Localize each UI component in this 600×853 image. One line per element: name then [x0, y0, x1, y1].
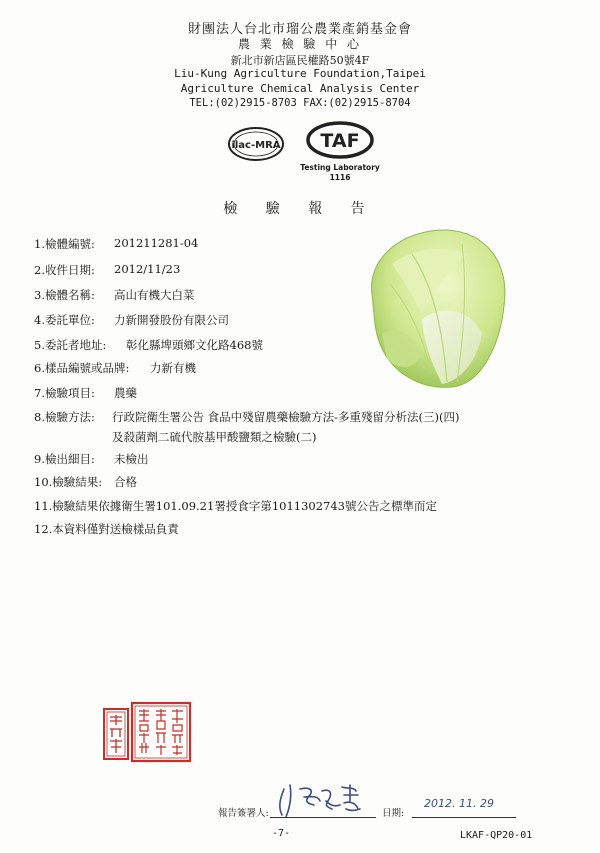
item-8-label: 8.檢驗方法: — [34, 410, 95, 424]
signature — [270, 775, 378, 819]
form-code: LKAF-QP20-01 — [460, 830, 533, 841]
item-12-text: 12.本資料僅對送檢樣品負責 — [34, 522, 179, 536]
taf-lab-number: 1116 — [329, 173, 351, 182]
item-9-label: 9.檢出細目: — [34, 452, 95, 466]
ilac-logo-text: ilac-MRA — [231, 140, 281, 151]
item-6-label: 6.樣品編號或品牌: — [34, 361, 130, 375]
cabbage-photo — [352, 224, 512, 390]
client-address-value: 彰化縣埤頭鄉文化路468號 — [126, 338, 263, 352]
sample-name-value: 高山有機大白菜 — [114, 288, 195, 302]
test-method-value-cont: 及殺菌劑二硫代胺基甲酸鹽類之檢驗(二) — [112, 430, 317, 444]
taf-logo-text: TAF — [320, 130, 360, 152]
report-title: 檢 驗 報 告 — [223, 201, 377, 217]
date-label: 日期: — [382, 808, 405, 819]
item-1-label: 1.檢體編號: — [34, 237, 95, 251]
signatory-label: 報告簽署人: — [218, 808, 269, 819]
sample-id-value: 201211281-04 — [114, 236, 199, 250]
ilac-mra-logo — [226, 124, 286, 164]
item-7-label: 7.檢驗項目: — [34, 386, 95, 400]
taf-lab-label: Testing Laboratory — [300, 163, 380, 172]
official-seal — [102, 701, 192, 763]
date-line — [412, 817, 516, 818]
signature-line — [270, 817, 376, 818]
test-item-value: 農藥 — [114, 386, 137, 400]
contact-line: TEL:(02)2915-8703 FAX:(02)2915-8704 — [189, 97, 411, 109]
center-name-zh: 農 業 檢 驗 中 心 — [237, 37, 363, 51]
item-2-label: 2.收件日期: — [34, 263, 95, 277]
page-number: -7- — [272, 828, 291, 839]
item-4-label: 4.委託單位: — [34, 313, 95, 327]
address-zh: 新北市新店區民權路50號4F — [230, 54, 370, 67]
result-value: 合格 — [114, 475, 137, 489]
brand-value: 力新有機 — [150, 361, 196, 375]
center-name-en: Agriculture Chemical Analysis Center — [180, 82, 420, 95]
item-11-text: 11.檢驗結果依據衛生署101.09.21署授食字第1011302743號公告之標準而定 — [34, 499, 437, 513]
org-name-en: Liu-Kung Agriculture Foundation,Taipei — [174, 67, 426, 80]
item-5-label: 5.委託者地址: — [34, 338, 107, 352]
client-value: 力新開發股份有限公司 — [114, 313, 229, 327]
receipt-date-value: 2012/11/23 — [114, 262, 181, 276]
org-name-zh: 財團法人台北市瑠公農業產銷基金會 — [187, 22, 412, 37]
test-method-value: 行政院衛生署公告 食品中殘留農藥檢驗方法-多重殘留分析法(三)(四) — [112, 410, 460, 424]
item-10-label: 10.檢驗結果: — [34, 475, 103, 489]
item-3-label: 3.檢體名稱: — [34, 288, 95, 302]
date-handwritten: 2012. 11. 29 — [424, 797, 494, 810]
detected-items-value: 未檢出 — [114, 452, 149, 466]
